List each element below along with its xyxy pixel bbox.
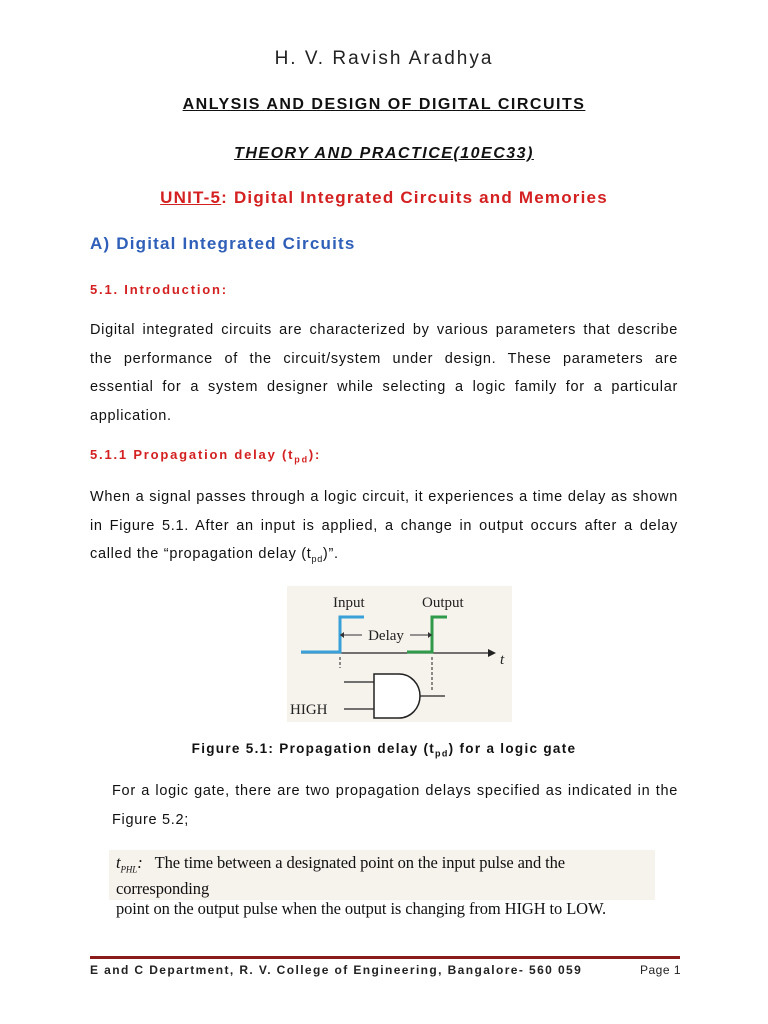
tphl-definition-figure [109, 850, 655, 919]
propagation-paragraph [90, 483, 678, 573]
intro-heading: 5.1. Introduction: [90, 282, 228, 297]
gates-paragraph: For a logic gate, there are two propagation delays specified as indicated in the Figure 5.2; [112, 783, 678, 828]
footer-department: E and C Department, R. V. College of Engineering, Bangalore- 560 059 [90, 963, 583, 977]
propagation-delay-figure [287, 586, 512, 722]
author-name: H. V. Ravish Aradhya [274, 48, 494, 69]
page-number: Page 1 [640, 963, 682, 977]
propagation-heading-sub: pd [294, 454, 309, 465]
unit-prefix: UNIT-5 [160, 188, 222, 207]
propagation-para-text: When a signal passes through a logic circuit, it experiences a time delay as shown in Figure 5.1. After an input is applied, a change in output occurs after a delay called the “propagation delay (t [90, 489, 678, 562]
caption-sub: pd [435, 748, 449, 759]
intro-paragraph: Digital integrated circuits are characterized by various parameters that describe the performance of the circuit/system under design. These parameters are essential for a system designer while selecting a logic family for a particular application. [90, 322, 678, 424]
propagation-para-sub: pd [311, 553, 323, 564]
propagation-para-end: )”. [322, 546, 339, 562]
caption-suffix: ) for a logic gate [448, 741, 577, 756]
tphl-label-sub: PHL [120, 864, 138, 875]
tphl-text-line1: The time between a designated point on the input pulse and the corresponding [116, 853, 565, 899]
unit-heading [0, 188, 768, 208]
course-title: ANLYSIS AND DESIGN OF DIGITAL CIRCUITS [182, 96, 586, 113]
caption-text: Figure 5.1: Propagation delay (t [191, 741, 436, 756]
delay-label: Delay [368, 628, 404, 644]
propagation-heading-text: 5.1.1 Propagation delay (t [90, 447, 295, 462]
and-gate-icon [374, 674, 420, 718]
footer-rule [90, 956, 680, 959]
tphl-label: t [116, 853, 121, 872]
tphl-definition [109, 850, 655, 919]
unit-title: : Digital Integrated Circuits and Memories [221, 188, 608, 207]
course-subtitle: THEORY AND PRACTICE(10EC33) [234, 145, 534, 162]
propagation-heading-suffix: ): [308, 447, 322, 462]
figure-input-label: Input [333, 595, 365, 611]
high-label: HIGH [290, 702, 328, 718]
propagation-heading [90, 447, 321, 465]
tphl-colon: : [137, 853, 143, 872]
figure-caption [0, 741, 768, 759]
figure-diagram [287, 586, 512, 722]
tphl-text-line2: point on the output pulse when the output is changing from HIGH to LOW. [116, 899, 606, 919]
time-label: t [500, 652, 505, 668]
section-heading: A) Digital Integrated Circuits [90, 234, 356, 253]
figure-output-label: Output [422, 595, 464, 611]
